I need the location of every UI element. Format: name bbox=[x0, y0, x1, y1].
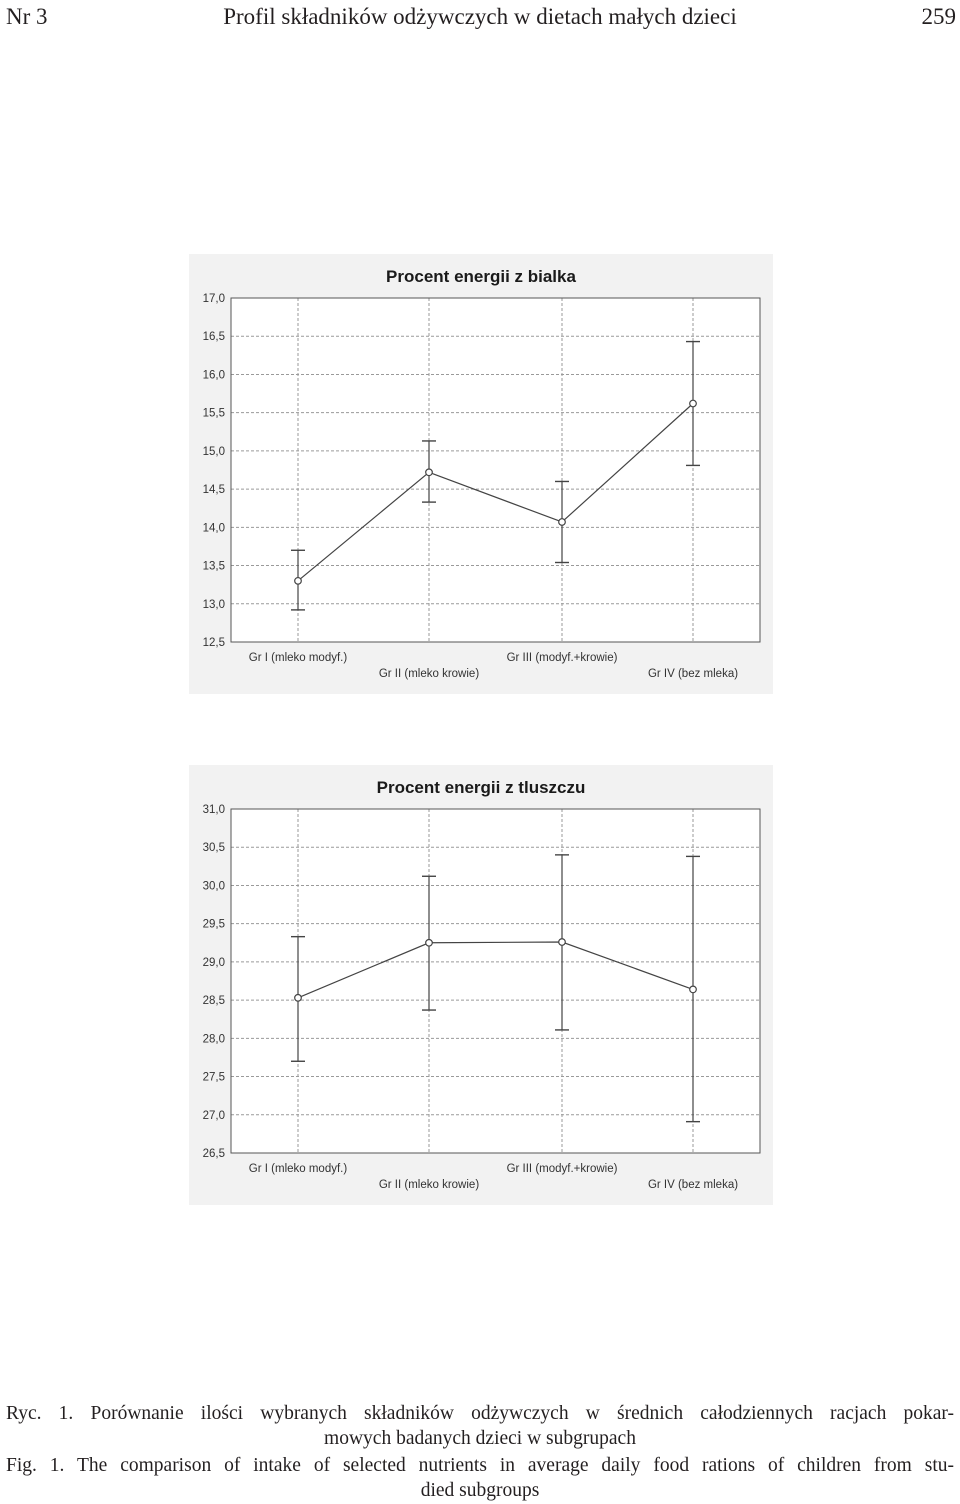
y-tick-label: 15,5 bbox=[202, 407, 225, 420]
page-number: 259 bbox=[921, 4, 956, 29]
y-tick-label: 28,0 bbox=[202, 1033, 225, 1046]
data-point bbox=[559, 939, 566, 946]
y-tick-label: 27,5 bbox=[202, 1071, 225, 1084]
y-tick-label: 13,0 bbox=[202, 598, 225, 611]
y-tick-label: 16,0 bbox=[202, 369, 225, 382]
fat-energy-chart bbox=[189, 765, 773, 1205]
y-tick-label: 28,5 bbox=[202, 995, 225, 1008]
y-tick-label: 12,5 bbox=[202, 637, 225, 649]
x-category-label: Gr I (mleko modyf.) bbox=[248, 652, 348, 664]
figure-caption-en bbox=[6, 1453, 954, 1503]
x-category-label: Gr III (modyf.+krowie) bbox=[506, 1163, 618, 1175]
data-point bbox=[690, 986, 697, 993]
data-point bbox=[426, 469, 433, 476]
x-category-label: Gr II (mleko krowie) bbox=[378, 668, 480, 680]
y-tick-label: 31,0 bbox=[202, 804, 225, 816]
y-tick-label: 14,0 bbox=[202, 522, 225, 535]
protein-energy-chart bbox=[189, 254, 773, 694]
y-tick-label: 27,0 bbox=[202, 1109, 225, 1122]
data-point bbox=[295, 995, 302, 1002]
plot-area bbox=[231, 809, 760, 1153]
chart-title: Procent energii z bialka bbox=[386, 267, 576, 286]
chart-title: Procent energii z tluszczu bbox=[376, 778, 586, 797]
y-tick-label: 16,5 bbox=[202, 331, 225, 344]
y-tick-label: 14,5 bbox=[202, 484, 225, 497]
caption-pl-line1: Ryc. 1. Porównanie ilości wybranych składników odżywczych w średnich całodziennych racjach pokar- bbox=[6, 1403, 954, 1424]
x-category-label: Gr II (mleko krowie) bbox=[378, 1179, 480, 1191]
y-tick-label: 30,5 bbox=[202, 842, 225, 855]
y-tick-label: 26,5 bbox=[202, 1148, 225, 1160]
data-point bbox=[426, 939, 433, 946]
running-title: Profil składników odżywczych w dietach małych dzieci bbox=[223, 4, 737, 29]
x-category-label: Gr III (modyf.+krowie) bbox=[506, 652, 618, 664]
data-point bbox=[559, 519, 566, 526]
y-tick-label: 15,0 bbox=[202, 445, 225, 458]
figure-caption-pl bbox=[6, 1401, 954, 1451]
y-tick-label: 13,5 bbox=[202, 560, 225, 573]
x-category-label: Gr IV (bez mleka) bbox=[647, 668, 739, 680]
x-category-label: Gr IV (bez mleka) bbox=[647, 1179, 739, 1191]
data-point bbox=[690, 400, 697, 407]
plot-area bbox=[231, 298, 760, 642]
fat-energy-chart-svg bbox=[189, 765, 773, 1205]
protein-energy-chart-svg bbox=[189, 254, 773, 694]
y-tick-label: 17,0 bbox=[202, 293, 225, 305]
caption-en-line2: died subgroups bbox=[420, 1480, 540, 1501]
x-category-label: Gr I (mleko modyf.) bbox=[248, 1163, 348, 1175]
y-tick-label: 29,5 bbox=[202, 918, 225, 931]
data-point bbox=[295, 578, 302, 585]
y-tick-label: 30,0 bbox=[202, 880, 225, 893]
page-header bbox=[0, 2, 960, 34]
caption-en-line1: Fig. 1. The comparison of intake of selected nutrients in average daily food rations of children from stu- bbox=[6, 1455, 954, 1476]
caption-pl-line2: mowych badanych dzieci w subgrupach bbox=[324, 1428, 636, 1449]
issue-number: Nr 3 bbox=[6, 4, 48, 29]
y-tick-label: 29,0 bbox=[202, 956, 225, 969]
